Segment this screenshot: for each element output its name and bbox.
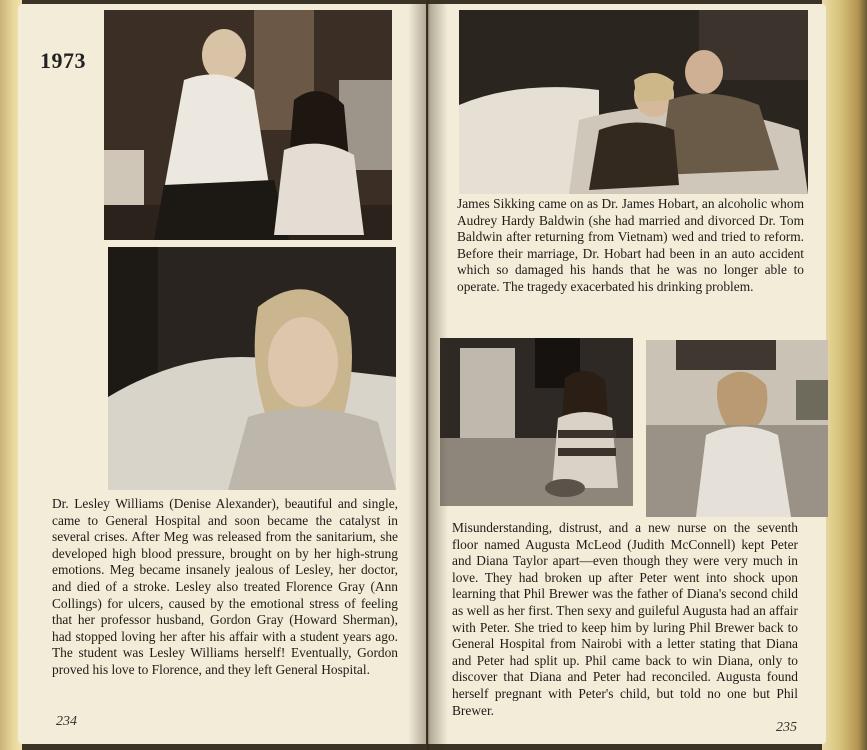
photo-augusta-in-kitchen [440,338,633,506]
book-gutter [408,0,448,750]
photo-lesley-in-hospital-bed [108,247,396,490]
right-caption-bottom: Misunderstanding, distrust, and a new nurse on the seventh floor named Augusta McLeod (Judith McConnell) kept Peter and Diana Taylor apart—even though they were very much in love. They had broken up after Peter went into shock upon learning that Phil Brewer was the father of Diana's second child as well as her first. Then sexy and guileful Augusta had an affair with Peter. She tried to keep him by luring Phil Brewer back to General Hospital from Nairobi with a letter stating that Diana and Peter had split up. Phil came back to win Diana, only to discover that Diana and Peter had reconciled. Augusta found herself pregnant with Peter's child, but told no one but Phil Brewer. [452,520,798,718]
left-caption: Dr. Lesley Williams (Denise Alexander), beautiful and single, came to General Hospital and soon became the catalyst in several crises. After Meg was released from the sanitarium, she developed high blood pressure, brought on by her high-strung emotions. Meg became insanely jealous of Lesley, her doctor, and died of a stroke. Lesley also treated Florence Gray (Ann Collings) for ulcers, caused by the emotional stress of feeling that her professor husband, Gordon Gray (Howard Sherman), had stopped loving her after his affair with a student years ago. The student was Lesley Williams herself! Eventually, Gordon proved his love to Florence, and they left General Hospital. [52,496,398,677]
photo-woman-at-desk [646,340,828,517]
right-caption-top: James Sikking came on as Dr. James Hobart, an alcoholic whom Audrey Hardy Baldwin (she had married and divorced Dr. Tom Baldwin after returning from Vietnam) wed and tried to reform. Before their marriage, Dr. Hobart had been in an auto accident which so damaged his hands that he was no longer able to operate. The tragedy exacerbated his drinking problem. [457,196,804,294]
year-heading: 1973 [40,48,86,73]
page-number-right: 235 [776,720,797,735]
photo-doctor-and-woman [104,10,392,240]
photo-hobart-and-audrey-on-sofa [459,10,808,194]
page-edges-right [822,0,867,750]
page-number-left: 234 [56,714,77,729]
